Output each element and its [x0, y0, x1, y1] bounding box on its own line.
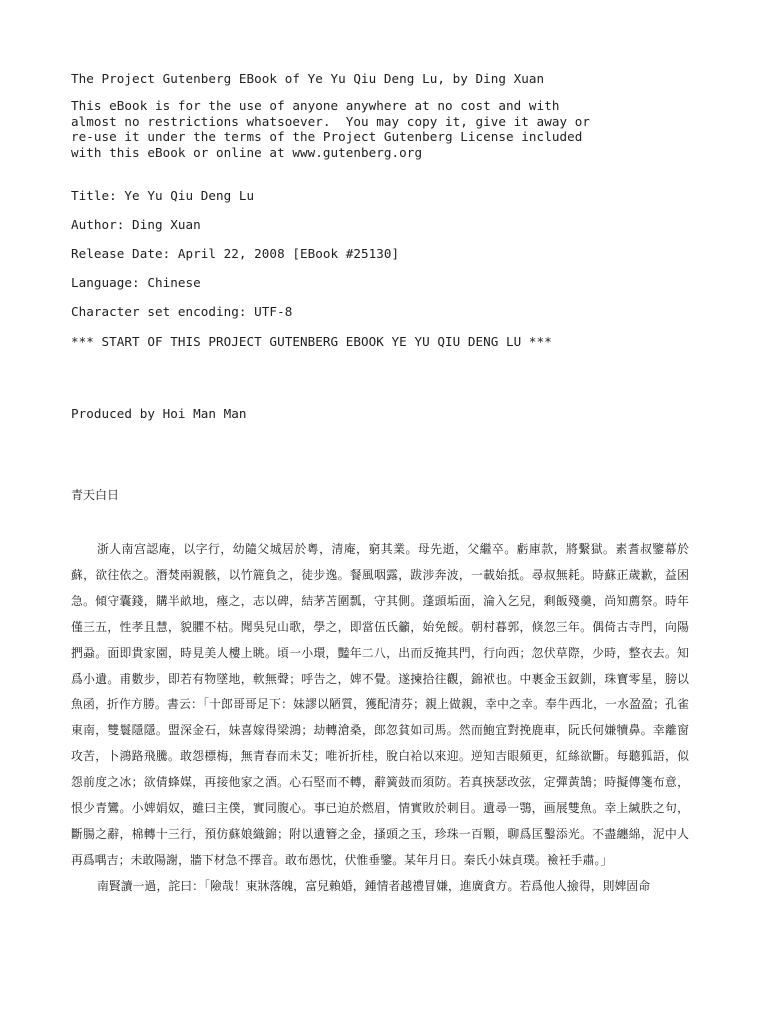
metadata-author: Author: Ding Xuan: [71, 217, 201, 232]
produced-by: Produced by Hoi Man Man: [71, 406, 247, 421]
ebook-title-line: The Project Gutenberg EBook of Ye Yu Qiu Deng Lu, by Ding Xuan: [71, 71, 545, 86]
license-line-4: with this eBook or online at www.gutenberg.org: [71, 144, 423, 160]
license-line-3: re-use it under the terms of the Project Gutenberg License included: [71, 129, 583, 144]
chapter-heading: 青天白日: [71, 488, 120, 502]
license-line-1: This eBook is for the use of anyone anywhere at no cost and with: [71, 98, 560, 113]
license-line-2: almost no restrictions whatsoever. You may copy it, give it away or: [71, 113, 590, 129]
start-marker: *** START OF THIS PROJECT GUTENBERG EBOOK YE YU QIU DENG LU ***: [71, 334, 552, 349]
chapter-paragraph-2: 南賢讀一過，詫曰：「險哉！東牀落魄，富兒賴婚，鍾情者越禮冒嫌，進廣貪方。若爲他人撿得，則婢固命: [96, 878, 651, 893]
metadata-encoding: Character set encoding: UTF-8: [71, 304, 293, 319]
metadata-language: Language: Chinese: [71, 275, 201, 290]
chapter-paragraph-1: 浙人南宫認庵，以字行，幼隨父城居於粵，清庵，窮其業。母先逝，父繼卒。虧庫款，將繫獄。素耆叔鑒幕於蘇，欲往依之。潛焚兩親骸，以竹簏負之，徒步逸。餐風咽露，跋涉奔波，一載始抵。尋叔無耗。時蘇正歲歉，益困急。傾守囊錢，購半畝地，瘞之，志以碑，結茅苫圍瓢，守其側。蓬頭垢面，淪入乞兒，剩飯殘羹，尚知薦祭。時年僅三五，性孝且慧，貌臞不枯。聞吳兒山歌，學之，即當伍氏籲，始免餒。朝村暮郭，倏忽三年。偶倚古寺門，向陽捫蝨。面即貴家園，時見美人樓上眺。頃一小環，豔年二八，出而反掩其門，行向西；忽伏草際，少時，整衣去。知爲小遺。甫數步，即若有物墜地，軟無聲；呼告之，婢不覺。遂揀拾往觀，錦袱也。中裹金玉釵釧，珠寶零星，膀以魚函，折作方勝。書云：「十郎哥哥足下：妹謬以陋質，獲配清芬；親上做親，幸中之幸。奉牛西北，一水盈盈；孔雀東南，雙鬟隱隱。盟深金石，妹喜嫁得梁鴻；劫轉滄桑，郎忽貧如司馬。然而鮑宜對挽鹿車，阮氏何嫌犢鼻。幸離窗攻苦，卜鴻路飛騰。敢怨標梅，無青春而未艾；唯祈折桂，脫白袷以來迎。逆知吉眼頻更，紅絲欲斷。每聽狐語，似怨前度之冰；欲倩蜂媒，再接他家之酒。心石堅而不轉，辭簧鼓而須防。若真挾瑟改弦，定彈黃鵠；時擬傳箋布意，恨少青鸞。小婢娟奴，雖曰主僕，實同腹心。事已迫於燃眉，情實敗於刺目。遺尋一鶚，画展雙魚。幸上緘胅之句，斷腸之辭，棉轉十三行，預仿蘇娘織錦；附以遺簪之金，搔頭之玉，珍珠一百顆，聊爲匡鑿添光。不盡纏綿，泥中人再爲喁吉；未敢陽謝，牆下材急不擇音。敢布愚忱，伏惟垂鑒。某年月日。秦氏小妹貞璞。襝衽手肅。」: [71, 542, 689, 867]
chapter-body: [71, 537, 689, 900]
metadata-title: Title: Ye Yu Qiu Deng Lu: [71, 188, 255, 203]
metadata-release-date: Release Date: April 22, 2008 [EBook #25130]: [71, 246, 400, 261]
